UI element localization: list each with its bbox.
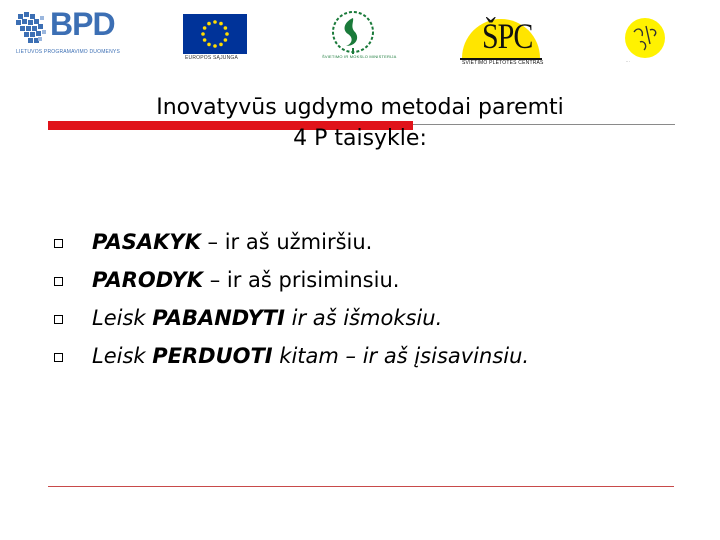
square-bullet-icon	[54, 239, 63, 248]
bullet-key: PERDUOTI	[152, 344, 273, 368]
spc-logo-text: ŠPC	[482, 16, 533, 57]
slide-title-line-1: Inovatyvūs ugdymo metodai paremti	[156, 95, 564, 120]
bullet-rest: – ir aš prisiminsiu.	[203, 268, 400, 292]
bullet-pre: Leisk	[92, 306, 153, 330]
slide-title-line-2: 4 P taisykle:	[293, 126, 427, 151]
spc-logo-caption: ŠVIETIMO PLĖTOTĖS CENTRAS	[462, 60, 544, 66]
list-item	[50, 303, 529, 341]
eu-star-icon	[203, 26, 207, 30]
square-bullet-icon	[54, 277, 63, 286]
eu-star-icon	[213, 20, 217, 24]
green-ministry-caption: ŠVIETIMO IR MOKSLO MINISTERIJA	[322, 54, 397, 59]
bullet-lead: PARODYK	[92, 268, 204, 292]
square-bullet-icon	[54, 315, 63, 324]
bullet-post: kitam – ir aš įsisavinsiu.	[272, 344, 530, 368]
eu-star-icon	[219, 22, 223, 26]
list-item	[50, 341, 529, 379]
eu-star-icon	[201, 32, 205, 36]
eu-flag-logo	[183, 14, 247, 61]
eu-star-icon	[224, 38, 228, 42]
yellow-circle-caption: ...	[626, 58, 630, 63]
eu-star-icon	[213, 44, 217, 48]
list-item	[50, 265, 529, 303]
slide-title	[0, 92, 720, 154]
eu-star-icon	[203, 38, 207, 42]
square-bullet-icon	[54, 353, 63, 362]
eu-star-icon	[224, 26, 228, 30]
eu-star-icon	[219, 43, 223, 47]
spc-logo	[460, 12, 542, 66]
bpd-logo-caption: LIETUVOS PROGRAMAVIMO DUOMENYS	[16, 49, 120, 55]
bpd-logo-text: BPD	[50, 6, 115, 42]
bullet-rest: – ir aš užmiršiu.	[200, 230, 373, 254]
footer-divider	[48, 486, 674, 487]
bullet-post: ir aš išmoksiu.	[284, 306, 443, 330]
eu-flag-caption: EUROPOS SĄJUNGA	[185, 55, 239, 61]
eu-star-icon	[207, 43, 211, 47]
bullet-key: PABANDYTI	[152, 306, 285, 330]
yellow-circle-logo	[620, 16, 670, 64]
rule-list	[50, 227, 529, 379]
bpd-logo	[14, 8, 138, 56]
list-item	[50, 227, 529, 265]
green-ministry-logo	[322, 10, 397, 60]
bullet-lead: PASAKYK	[92, 230, 201, 254]
eu-star-icon	[207, 22, 211, 26]
bullet-pre: Leisk	[92, 344, 153, 368]
eu-star-icon	[225, 32, 229, 36]
